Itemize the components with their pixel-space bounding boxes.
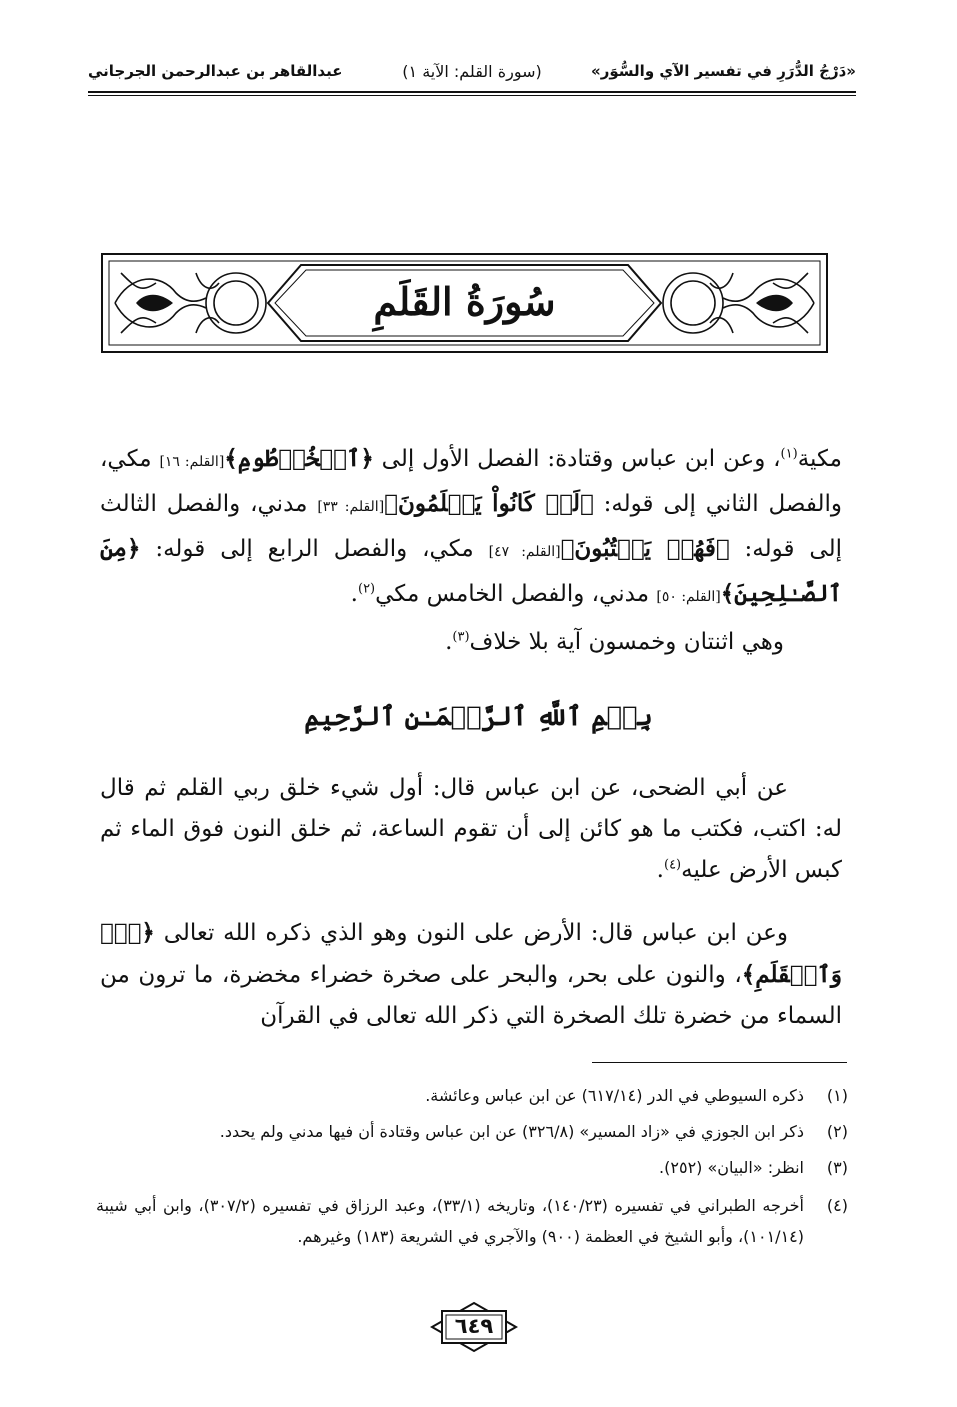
quran-quote: ﴿نٓۚ وَٱلۡقَلَمِ﴾ [100,919,842,988]
footnote [96,1190,848,1252]
running-header [88,58,856,94]
footnote-number: (٢) [826,1122,848,1141]
text: . [445,629,453,655]
footnote-number: (٤) [826,1196,848,1215]
intro-paragraph-verse-count [100,622,842,663]
basmala: بِسۡمِ ٱللَّهِ ٱلرَّحۡمَـٰنِ ٱلرَّحِيمِ [304,702,653,732]
footnote-marker: (٤) [663,857,682,873]
page-number-ornament [428,1301,520,1353]
verse-reference: [القلم: ٤٧] [488,544,561,560]
text: وعن ابن عباس قال: الأرض على النون وهو الذي ذكره الله تعالى [154,920,788,946]
quran-quote: ﴿ٱلۡخُرۡطُومِ﴾ [224,445,374,472]
text: . [656,857,664,883]
page-number: ٦٤٩ [454,1314,494,1338]
footnote-separator [592,1062,847,1063]
footnote-text: أخرجه الطبراني في تفسيره (١٤٠/٢٣)، وتاريخه (٣٣/١)، وعبد الرزاق في تفسيره (٣٠٧/٢)، وابن أبي شيبة (١٠١/١٤)، وأبو الشيخ في العظمة (٩٠٠) والآجري في الشريعة (١٨٣) وغيرهم. [96,1196,805,1246]
body-paragraph [100,912,842,1037]
intro-paragraph [100,438,842,608]
text: مدني، والفصل الخامس مكي [375,581,657,607]
quran-quote: ﴿لَوۡ كَانُواْ يَعۡلَمُونَ﴾ [384,490,594,517]
surah-title: سُورَةُ القَلَمِ [373,279,556,324]
footnote-marker: (٢) [357,581,376,597]
footnote-text: ذكر ابن الجوزي في «زاد المسير» (٣٢٦/٨) عن ابن عباس وقتادة أن فيها مدني ولم يحدد. [219,1122,804,1141]
verse-reference: [القلم: ٥٠] [656,589,721,605]
text: مدني، والفصل الثالث إلى قوله: [100,491,842,562]
footnote-marker: (١) [780,446,798,462]
footnote [96,1080,848,1111]
footnote-number: (٣) [826,1158,848,1177]
verse-reference: [القلم: ١٦] [159,454,225,470]
text: ، وعن ابن عباس وقتادة: الفصل الأول إلى [373,446,781,472]
footnote-marker: (٣) [452,629,470,645]
verse-reference: [القلم: ٣٣] [317,499,385,515]
text: ، والنون على بحر، والبحر على صخرة خضراء مخضرة، ما ترون من السماء من خضرة تلك الصخرة التي ذكر الله تعالى في القرآن [100,962,842,1029]
footnote-text: ذكره السيوطي في الدر (٦١٧/١٤) عن ابن عباس وعائشة. [425,1086,804,1105]
author-name: عبدالقاهر بن عبدالرحمن الجرجاني [88,62,343,80]
footnote-number: (١) [826,1086,848,1105]
quran-quote: ﴿مِنَ ٱلصَّـٰلِحِينَ﴾ [100,535,842,607]
text: . [350,581,358,607]
surah-banner [101,253,828,353]
surah-reference: (سورة القلم: الآية ١) [402,62,542,81]
book-title: «دَرْجُ الدُّرَرِ في تفسير الآي والسُّوَر» [591,62,856,80]
text: مكية [797,446,842,472]
body-paragraph [100,768,842,891]
quran-quote: ﴿فَهُمۡ يَكۡتُبُونَ﴾ [560,535,730,562]
header-rule-thin [88,95,856,96]
text: وهي اثنتان وخمسون آية بلا خلاف [469,629,784,655]
footnote [96,1152,848,1183]
footnote-text: انظر: «البيان» (٢٥٢). [659,1158,804,1177]
text: مكي، والفصل الثاني إلى قوله: [100,446,842,517]
header-rule [88,91,856,93]
text: عن أبي الضحى، عن ابن عباس قال: أول شيء خلق ربي القلم ثم قال له: اكتب، فكتب ما هو كائن إلى أن تقوم الساعة، ثم خلق النون فوق الماء ثم كبس الأرض عليه [100,775,842,883]
text: مكي، والفصل الرابع إلى قوله: [140,536,489,562]
footnote [96,1116,848,1147]
